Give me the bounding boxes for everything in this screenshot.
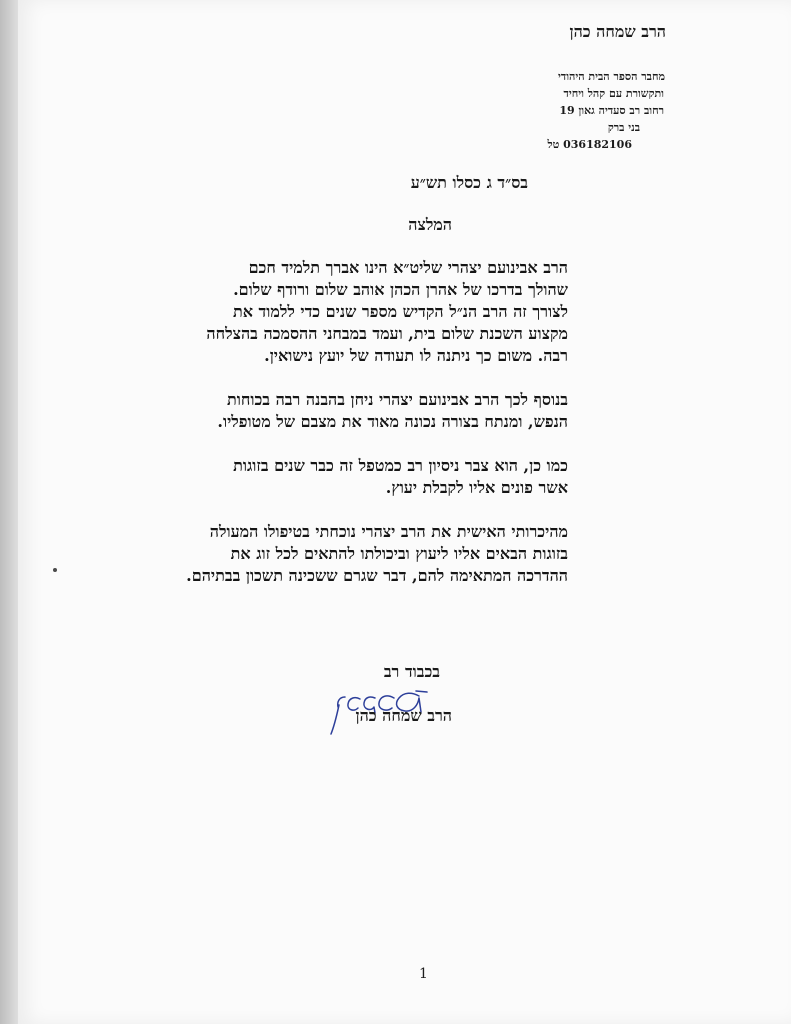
signer-name: הרב שמחה כהן	[355, 706, 452, 725]
letter-body	[18, 257, 568, 609]
paragraph-line: מקצוע השכנת שלום בית, ועמד במבחני ההסמכה בהצלחה	[206, 324, 568, 343]
scan-speck	[53, 568, 57, 572]
paragraph-line: כמו כן, הוא צבר ניסיון רב כמטפל זה כבר שנים בזוגות	[233, 456, 568, 475]
letterhead-line: רחוב רב סעדיה גאון 19	[559, 104, 664, 117]
paragraph-line: בנוסף לכך הרב אבינועם יצהרי ניחן בהבנה רבה בכוחות	[227, 390, 568, 409]
letterhead-line: בני ברק	[607, 121, 640, 134]
document-title: המלצה	[408, 215, 452, 234]
letterhead	[406, 22, 666, 153]
paragraph	[18, 455, 568, 499]
paragraph-line: אשר פונים אליו לקבלת יעוץ.	[385, 478, 568, 497]
paragraph	[18, 521, 568, 587]
letterhead-name: הרב שמחה כהן	[569, 22, 666, 41]
document-page	[18, 0, 791, 1024]
paragraph-line: הנפש, ומנתח בצורה נכונה מאוד את מצבם של מטופליו.	[217, 412, 568, 431]
letterhead-line: ותקשורת עם קהל ויחיד	[563, 87, 664, 100]
closing-phrase: בכבוד רב	[383, 662, 440, 681]
letterhead-line: 036182106 טל	[547, 138, 632, 151]
paragraph	[18, 257, 568, 367]
faint-scan-artifact	[266, 6, 526, 20]
paragraph-line: שהולך בדרכו של אהרן הכהן אוהב שלום ורודף שלום.	[233, 280, 568, 299]
page-number: 1	[419, 966, 428, 982]
paragraph-line: בזוגות הבאים אליו ליעוץ וביכולתו להתאים לכל זוג את	[230, 544, 568, 563]
letterhead-line: מחבר הספר הבית היהודי	[558, 70, 665, 83]
paragraph-line: ההדרכה המתאימה להם, דבר שגרם ששכינה תשכון בבתיהם.	[186, 566, 568, 585]
paragraph-line: מהיכרותי האישית את הרב יצהרי נוכחתי בטיפולו המעולה	[209, 522, 568, 541]
paragraph	[18, 389, 568, 433]
scan-left-edge	[0, 0, 18, 1024]
paragraph-line: רבה. משום כך ניתנה לו תעודה של יועץ נישואין.	[264, 346, 568, 365]
paragraph-line: לצורך זה הרב הנ״ל הקדיש מספר שנים כדי ללמוד את	[232, 302, 568, 321]
paragraph-line: הרב אבינועם יצהרי שליט״א הינו אברך תלמיד חכם	[248, 258, 568, 277]
date-line: בס״ד ג כסלו תש״ע	[410, 173, 528, 192]
